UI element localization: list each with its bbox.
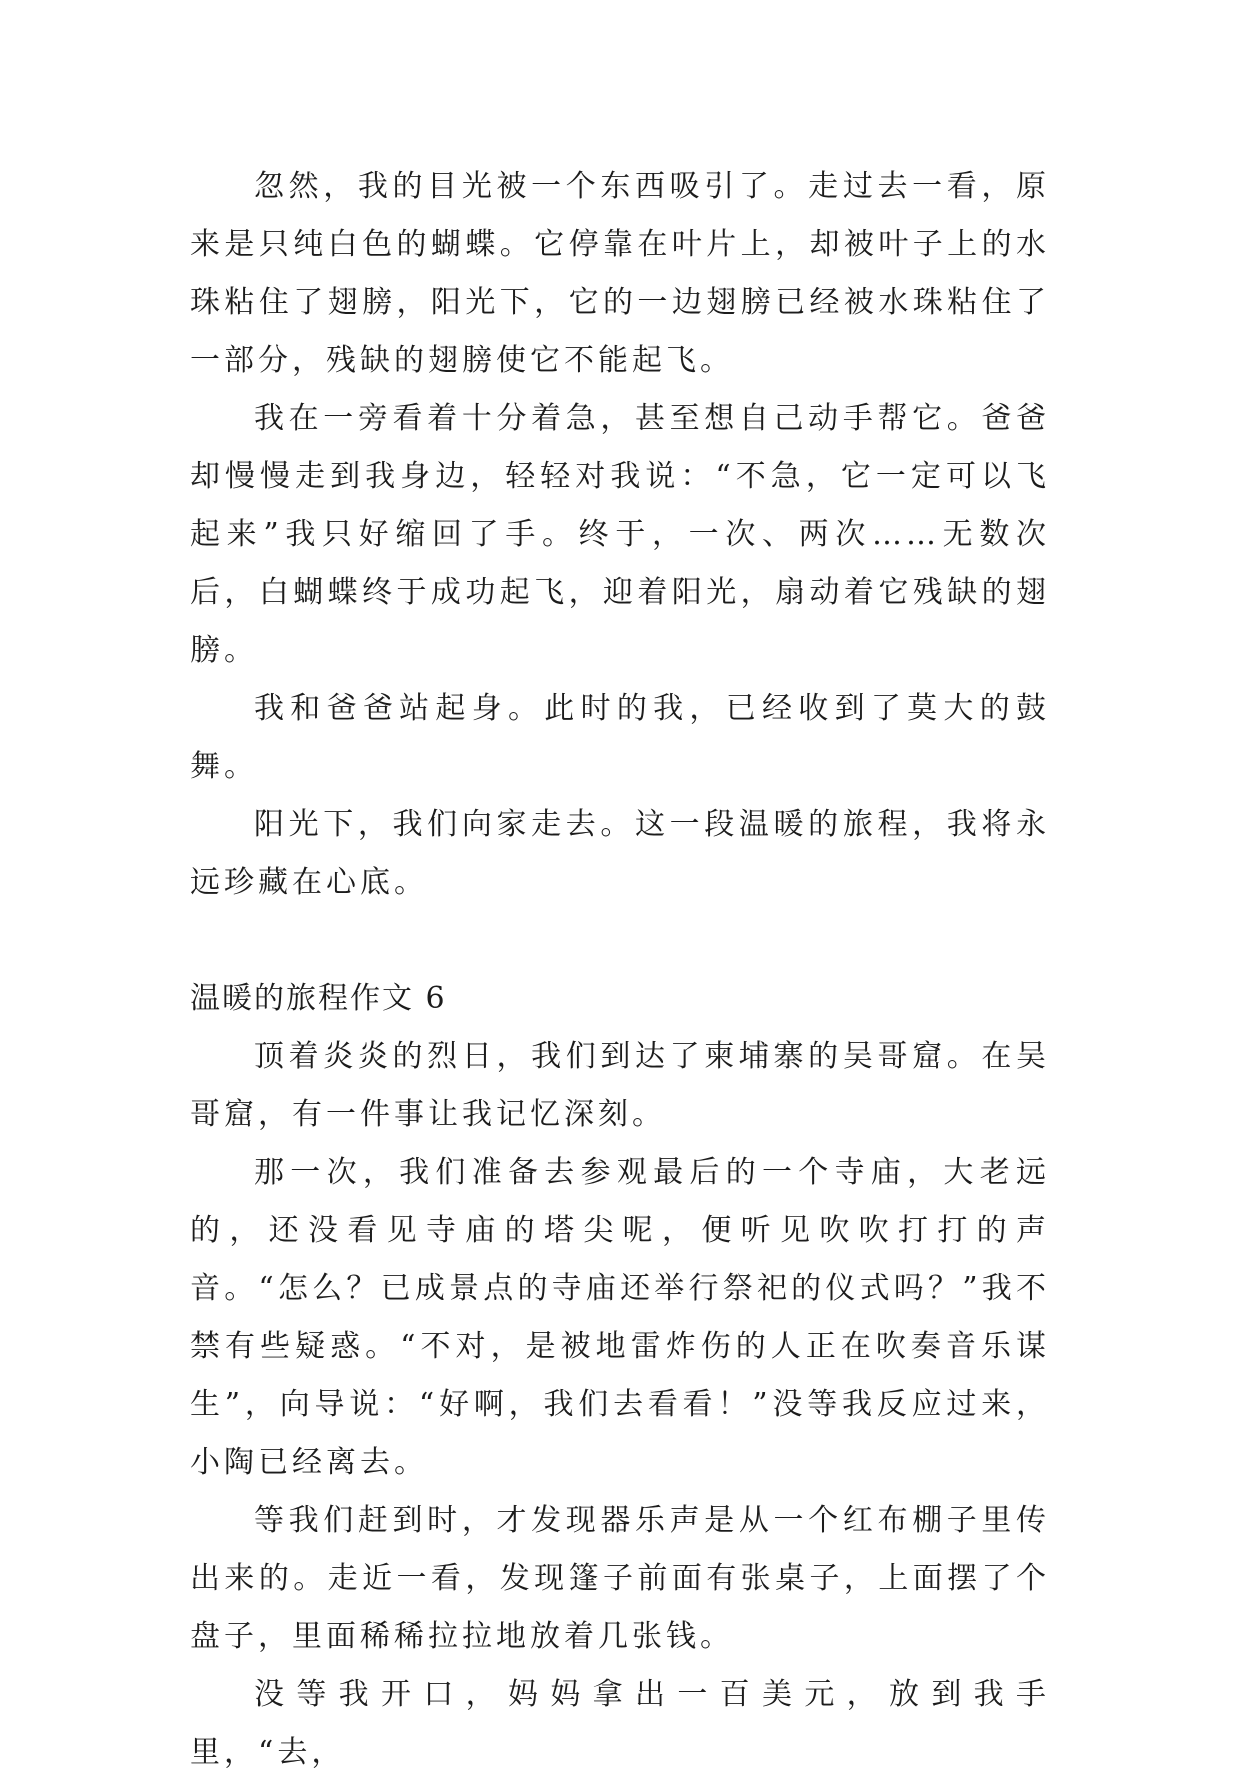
paragraph-walking-home: 阳光下，我们向家走去。这一段温暖的旅程，我将永远珍藏在心底。 (190, 807, 1050, 900)
paragraph-temple-music: 那一次，我们准备去参观最后的一个寺庙，大老远的，还没看见寺庙的塔尖呢，便听见吹吹打打的声音。“怎么？已成景点的寺庙还举行祭祀的仪式吗？”我不禁有些疑惑。“不对，是被地雷炸伤的人正在吹奏音乐谋生”，向导说：“好啊，我们去看看！”没等我反应过来，小陶已经离去。 (190, 1155, 1050, 1480)
paragraph-butterfly-found: 忽然，我的目光被一个东西吸引了。走过去一看，原来是只纯白色的蝴蝶。它停靠在叶片上，却被叶子上的水珠粘住了翅膀，阳光下，它的一边翅膀已经被水珠粘住了一部分，残缺的翅膀使它不能起飞。 (190, 169, 1050, 378)
paragraph-angkor-arrival: 顶着炎炎的烈日，我们到达了柬埔寨的吴哥窟。在吴哥窟，有一件事让我记忆深刻。 (190, 1039, 1050, 1132)
section-title: 温暖的旅程作文 6 (190, 981, 447, 1016)
paragraph-red-tent: 等我们赶到时，才发现器乐声是从一个红布棚子里传出来的。走近一看，发现篷子前面有张桌子，上面摆了个盘子，里面稀稀拉拉地放着几张钱。 (190, 1503, 1050, 1654)
paragraph-standing-up: 我和爸爸站起身。此时的我，已经收到了莫大的鼓舞。 (190, 691, 1050, 784)
essay-body (190, 158, 1050, 1782)
paragraph-butterfly-flies: 我在一旁看着十分着急，甚至想自己动手帮它。爸爸却慢慢走到我身边，轻轻对我说：“不急，它一定可以飞起来”我只好缩回了手。终于，一次、两次……无数次后，白蝴蝶终于成功起飞，迎着阳光，扇动着它残缺的翅膀。 (190, 401, 1050, 668)
paragraph-mother-money: 没等我开口，妈妈拿出一百美元，放到我手里，“去， (190, 1677, 1050, 1770)
